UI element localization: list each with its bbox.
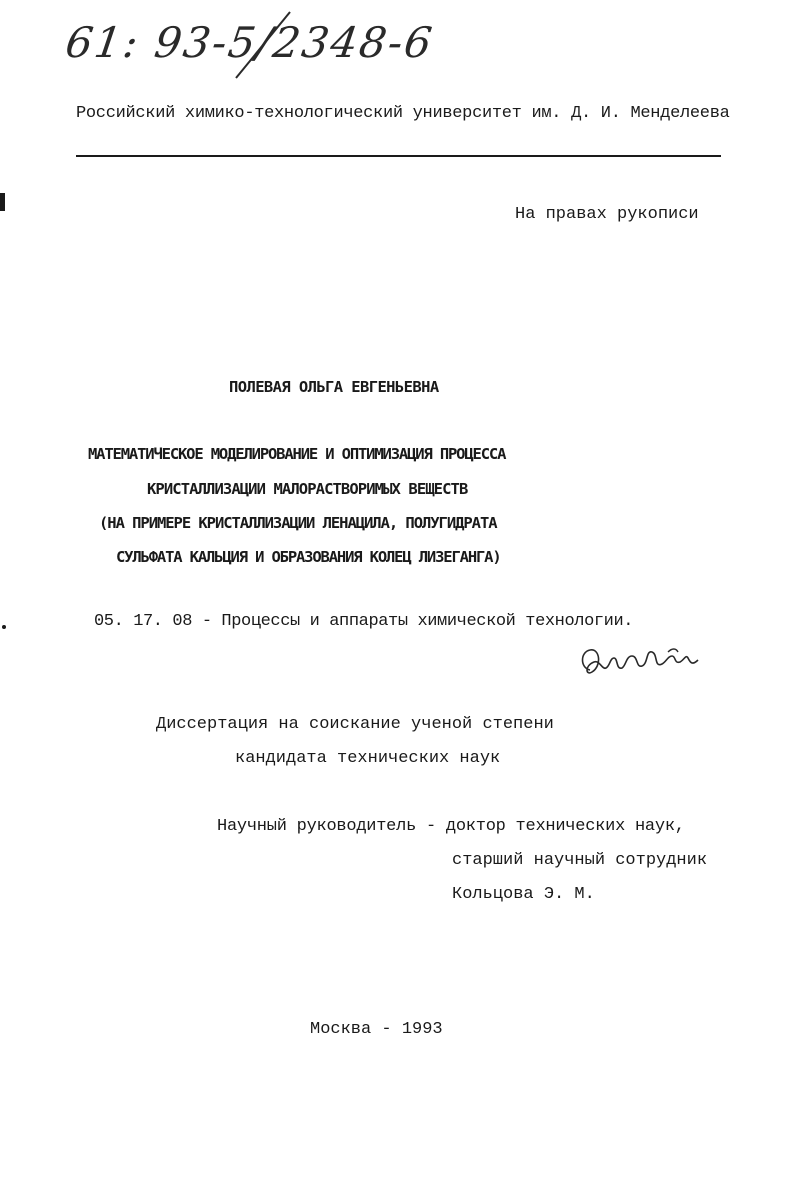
margin-mark-top <box>0 193 5 211</box>
title-line-4: СУЛЬФАТА КАЛЬЦИЯ И ОБРАЗОВАНИЯ КОЛЕЦ ЛИЗЕГАНГА) <box>116 548 501 566</box>
degree-line-2: кандидата технических наук <box>235 749 501 768</box>
title-line-3: (НА ПРИМЕРЕ КРИСТАЛЛИЗАЦИИ ЛЕНАЦИЛА, ПОЛУГИДРАТА <box>99 514 497 532</box>
title-line-2: КРИСТАЛЛИЗАЦИИ МАЛОРАСТВОРИМЫХ ВЕЩЕСТВ <box>147 480 468 498</box>
signature <box>576 640 706 685</box>
author-name: ПОЛЕВАЯ ОЛЬГА ЕВГЕНЬЕВНА <box>229 378 439 396</box>
supervisor-label: Научный руководитель - доктор технических наук, <box>217 817 685 836</box>
city-year: Москва - 1993 <box>310 1020 443 1039</box>
supervisor-name: Кольцова Э. М. <box>452 885 595 904</box>
title-line-1: МАТЕМАТИЧЕСКОЕ МОДЕЛИРОВАНИЕ И ОПТИМИЗАЦИЯ ПРОЦЕССА <box>88 445 506 463</box>
header-divider <box>76 155 721 157</box>
specialty-code: 05. 17. 08 - Процессы и аппараты химической технологии. <box>94 612 634 631</box>
archive-number-slash <box>0 0 10 10</box>
institution-name: Российский химико-технологический университет им. Д. И. Менделеева <box>76 104 730 123</box>
manuscript-note: На правах рукописи <box>515 205 699 224</box>
supervisor-position: старший научный сотрудник <box>452 851 708 870</box>
margin-mark-middle <box>2 625 6 629</box>
degree-line-1: Диссертация на соискание ученой степени <box>156 715 554 734</box>
archive-number: 61: 93-5/2348-6 <box>62 18 437 67</box>
